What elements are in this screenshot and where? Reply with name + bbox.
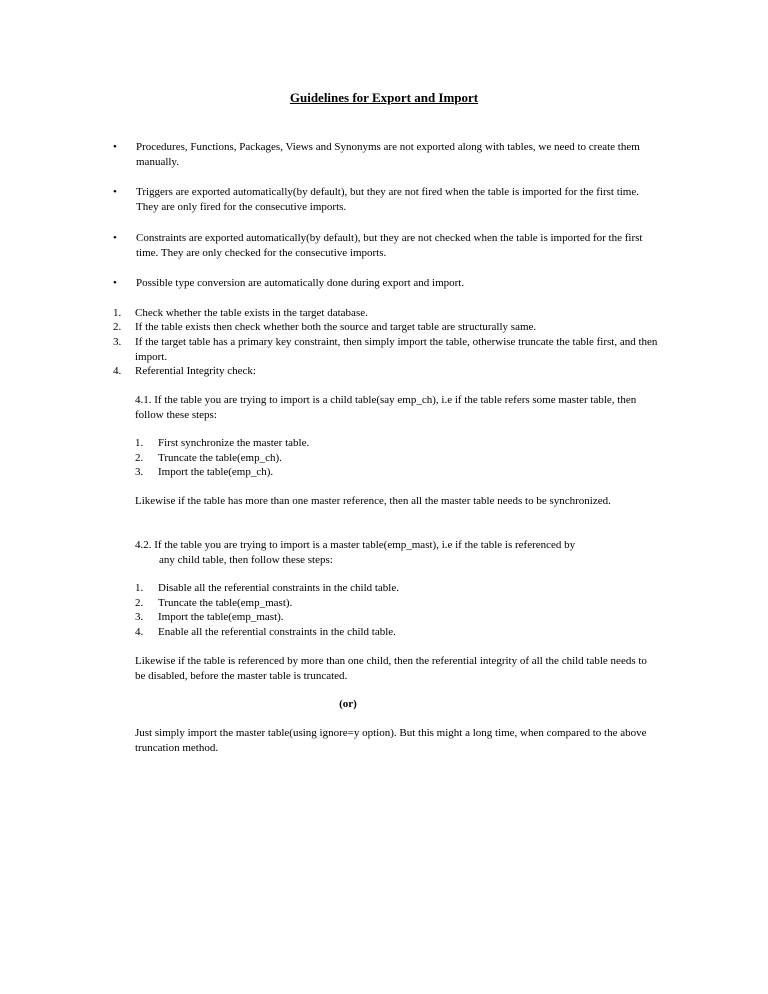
list-text: Import the table(emp_mast). xyxy=(158,611,284,623)
list-item xyxy=(135,581,658,596)
section-4-2-intro xyxy=(135,538,658,567)
list-item xyxy=(113,320,658,335)
section-4-2-intro-line2: any child table, then follow these steps: xyxy=(159,553,333,566)
document-title: Guidelines for Export and Import xyxy=(289,90,479,105)
list-text: Truncate the table(emp_ch). xyxy=(158,452,282,464)
list-item xyxy=(135,625,658,640)
list-number: 4. xyxy=(135,626,144,638)
bullet-item xyxy=(113,231,658,261)
or-label: (or) xyxy=(339,698,357,710)
list-number: 1. xyxy=(113,307,122,319)
list-number: 2. xyxy=(113,321,122,333)
section-4-1-note: Likewise if the table has more than one master reference, then all the master table needs to be synchronized. xyxy=(135,495,611,507)
list-item xyxy=(113,306,658,321)
list-item xyxy=(135,436,658,451)
list-number: 2. xyxy=(135,597,144,609)
bullet-symbol: • xyxy=(113,186,117,198)
list-number: 1. xyxy=(135,437,144,449)
list-text: First synchronize the master table. xyxy=(158,437,310,449)
list-item xyxy=(135,596,658,611)
list-item xyxy=(135,451,658,466)
list-item xyxy=(113,335,658,365)
list-text: Truncate the table(emp_mast). xyxy=(158,597,293,609)
list-text: If the target table has a primary key constraint, then simply import the table, otherwise truncate the table first, and then import. xyxy=(135,336,658,363)
bullet-symbol: • xyxy=(113,232,117,244)
list-text: If the table exists then check whether both the source and target table are structurally same. xyxy=(135,321,537,333)
list-number: 3. xyxy=(113,336,122,348)
bullet-symbol: • xyxy=(113,141,117,153)
list-text: Referential Integrity check: xyxy=(135,365,256,377)
final-note: Just simply import the master table(using ignore=y option). But this might a long time, when compared to the above truncation method. xyxy=(135,727,647,754)
list-number: 2. xyxy=(135,452,144,464)
bullet-text: Procedures, Functions, Packages, Views and Synonyms are not exported along with tables, we need to create them manually. xyxy=(136,141,640,168)
list-item xyxy=(113,364,658,379)
list-text: Import the table(emp_ch). xyxy=(158,466,274,478)
bullet-text: Triggers are exported automatically(by default), but they are not fired when the table is imported for the first time. They are only fired for the consecutive imports. xyxy=(136,186,639,213)
list-number: 4. xyxy=(113,365,122,377)
list-number: 1. xyxy=(135,582,144,594)
section-4-2-intro-line1: 4.2. If the table you are trying to import is a master table(emp_mast), i.e if the table is referenced by xyxy=(135,539,576,551)
bullet-text: Constraints are exported automatically(by default), but they are not checked when the table is imported for the first time. They are only checked for the consecutive imports. xyxy=(136,232,643,259)
bullet-item xyxy=(113,185,658,215)
section-4-2-note: Likewise if the table is referenced by more than one child, then the referential integrity of all the child table needs to be disabled, before the master table is truncated. xyxy=(135,655,647,682)
bullet-text: Possible type conversion are automatically done during export and import. xyxy=(136,277,465,289)
list-number: 3. xyxy=(135,466,144,478)
bullet-symbol: • xyxy=(113,277,117,289)
list-text: Disable all the referential constraints in the child table. xyxy=(158,582,399,594)
section-4-1-intro: 4.1. If the table you are trying to import is a child table(say emp_ch), i.e if the table refers some master table, then follow these steps: xyxy=(135,394,637,421)
bullet-item xyxy=(113,140,658,170)
bullet-item xyxy=(113,276,658,291)
list-item xyxy=(135,610,658,625)
list-text: Check whether the table exists in the target database. xyxy=(135,307,368,319)
list-item xyxy=(135,465,658,480)
list-number: 3. xyxy=(135,611,144,623)
list-text: Enable all the referential constraints in the child table. xyxy=(158,626,396,638)
